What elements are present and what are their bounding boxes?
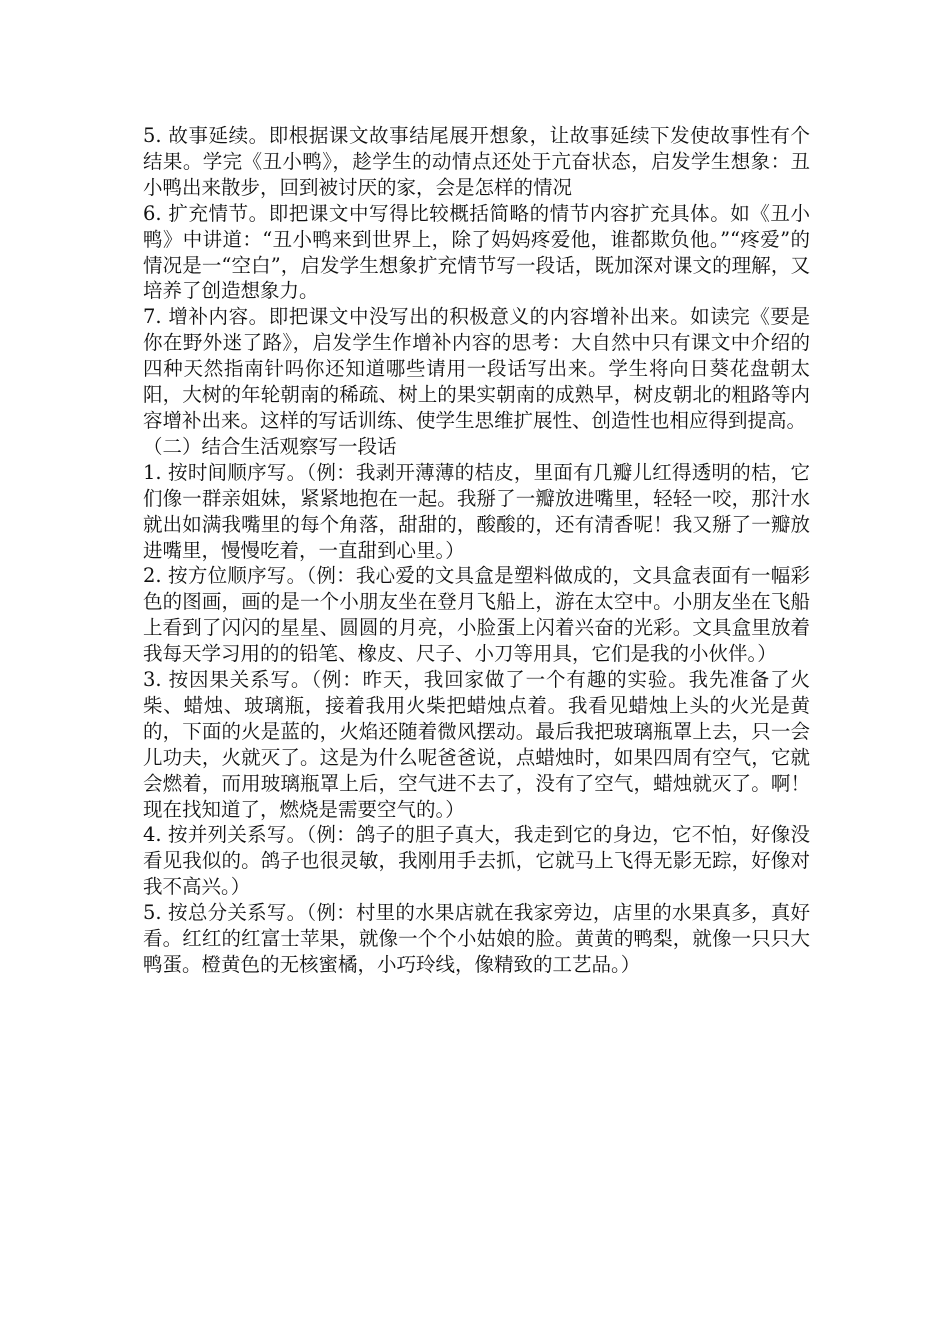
paragraph-cause-effect: 3. 按因果关系写。（例：昨天，我回家做了一个有趣的实验。我先准备了火柴、蜡烛、玻璃瓶，接着我用火柴把蜡烛点着。我看见蜡烛上头的火光是黄的，下面的火是蓝的，火焰还随着微风摆动。最后我把玻璃瓶罩上去，只一会儿功夫，火就灭了。这是为什么呢爸爸说，点蜡烛时，如果四周有空气，它就会燃着，而用玻璃瓶罩上后，空气进不去了，没有了空气，蜡烛就灭了。啊！现在找知道了，燃烧是需要空气的。） (143, 668, 810, 821)
paragraph-spatial-order: 2. 按方位顺序写。（例：我心爱的文具盒是塑料做成的，文具盒表面有一幅彩色的图画，画的是一个小朋友坐在登月飞船上，游在太空中。小朋友坐在飞船上看到了闪闪的星星、圆圆的月亮，小脸蛋上闪着兴奋的光彩。文具盒里放着我每天学习用的的铅笔、橡皮、尺子、小刀等用具，它们是我的小伙伴。） (143, 564, 810, 666)
paragraph-expand-plot: 6. 扩充情节。即把课文中写得比较概括简略的情节内容扩充具体。如《丑小鸭》中讲道：“丑小鸭来到世界上，除了妈妈疼爱他，谁都欺负他。”“疼爱”的情况是一“空白”，启发学生想象扩充情节写一段话，既加深对课文的理解，又培养了创造想象力。 (143, 201, 810, 303)
paragraph-general-specific: 5. 按总分关系写。（例：村里的水果店就在我家旁边，店里的水果真多，真好看。红红的红富士苹果，就像一个个小姑娘的脸。黄黄的鸭梨，就像一只只大鸭蛋。橙黄色的无核蜜橘，小巧玲线，像精致的工艺品。） (143, 901, 810, 976)
document-body (143, 123, 810, 978)
paragraph-time-order: 1. 按时间顺序写。（例：我剥开薄薄的桔皮，里面有几瓣儿红得透明的桔，它们像一群亲姐妹，紧紧地抱在一起。我掰了一瓣放进嘴里，轻轻一咬，那汁水就出如满我嘴里的每个角落，甜甜的，酸酸的，还有清香呢！我又掰了一瓣放进嘴里，慢慢吃着，一直甜到心里。） (143, 460, 810, 562)
paragraph-parallel-relation: 4. 按并列关系写。（例：鸽子的胆子真大，我走到它的身边，它不怕，好像没看见我似的。鸽子也很灵敏，我刚用手去抓，它就马上飞得无影无踪，好像对我不高兴。） (143, 823, 810, 899)
paragraph-story-continuation: 5. 故事延续。即根据课文故事结尾展开想象，让故事延续下发使故事性有个结果。学完《丑小鸭》，趁学生的动情点还处于亢奋状态，启发学生想象：丑小鸭出来散步，回到被讨厌的家，会是怎样的情况 (143, 124, 810, 199)
paragraph-supplement-content: 7. 增补内容。即把课文中没写出的积极意义的内容增补出来。如读完《要是你在野外迷了路》，启发学生作增补内容的思考：大自然中只有课文中介绍的四种天然指南针吗你还知道哪些请用一段话写出来。学生将向日葵花盘朝太阳，大树的年轮朝南的稀疏、树上的果实朝南的成熟早，树皮朝北的粗路等内容增补出来。这样的写话训练、使学生思维扩展性、创造性也相应得到提高。 (143, 305, 810, 432)
section-heading-life-observation: （二）结合生活观察写一段话 (143, 434, 397, 458)
